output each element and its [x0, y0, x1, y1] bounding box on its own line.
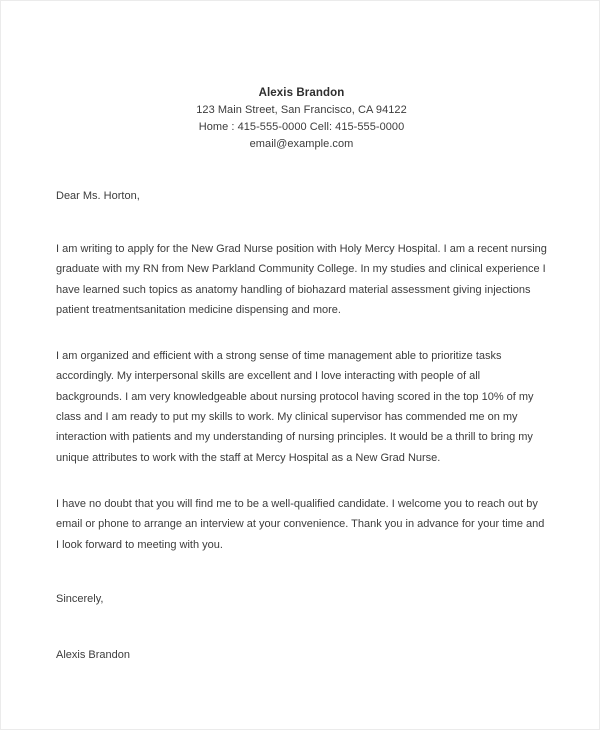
body-paragraph-2: I am organized and efficient with a strong sense of time management able to prioritize tasks accordingly. My interpersonal skills are excellent and I love interacting with people of all backgrounds. I am very knowledgeable about nursing protocol having scored in the top 10% of my class and I am ready to put my skills to work. My clinical supervisor has commended me on my interaction with patients and my understanding of nursing principles. It would be a thrill to bring my unique attributes to work with the staff at Mercy Hospital as a New Grad Nurse. [56, 350, 534, 464]
salutation: Dear Ms. Horton, [56, 190, 140, 202]
body-paragraph-3: I have no doubt that you will find me to be a well-qualified candidate. I welcome you to reach out by email or phone to arrange an interview at your convenience. Thank you in advance for your time and I look forward to meeting with you. [56, 497, 545, 551]
sender-email: email@example.com [249, 138, 354, 150]
letterhead [56, 85, 547, 153]
sender-address: 123 Main Street, San Francisco, CA 94122 [196, 104, 407, 116]
sender-name: Alexis Brandon [258, 87, 345, 99]
signature-name: Alexis Brandon [56, 648, 130, 661]
body-paragraph-1: I am writing to apply for the New Grad Nurse position with Holy Mercy Hospital. I am a recent nursing graduate with my RN from New Parkland Community College. In my studies and clinical experience I have learned such topics as anatomy handling of biohazard material assessment giving injections patient treatmentsanitation medicine dispensing and more. [56, 243, 547, 316]
cover-letter-body [1, 1, 600, 665]
closing-salutation: Sincerely, [56, 592, 104, 605]
sender-phone-numbers: Home : 415-555-0000 Cell: 415-555-0000 [198, 121, 405, 133]
